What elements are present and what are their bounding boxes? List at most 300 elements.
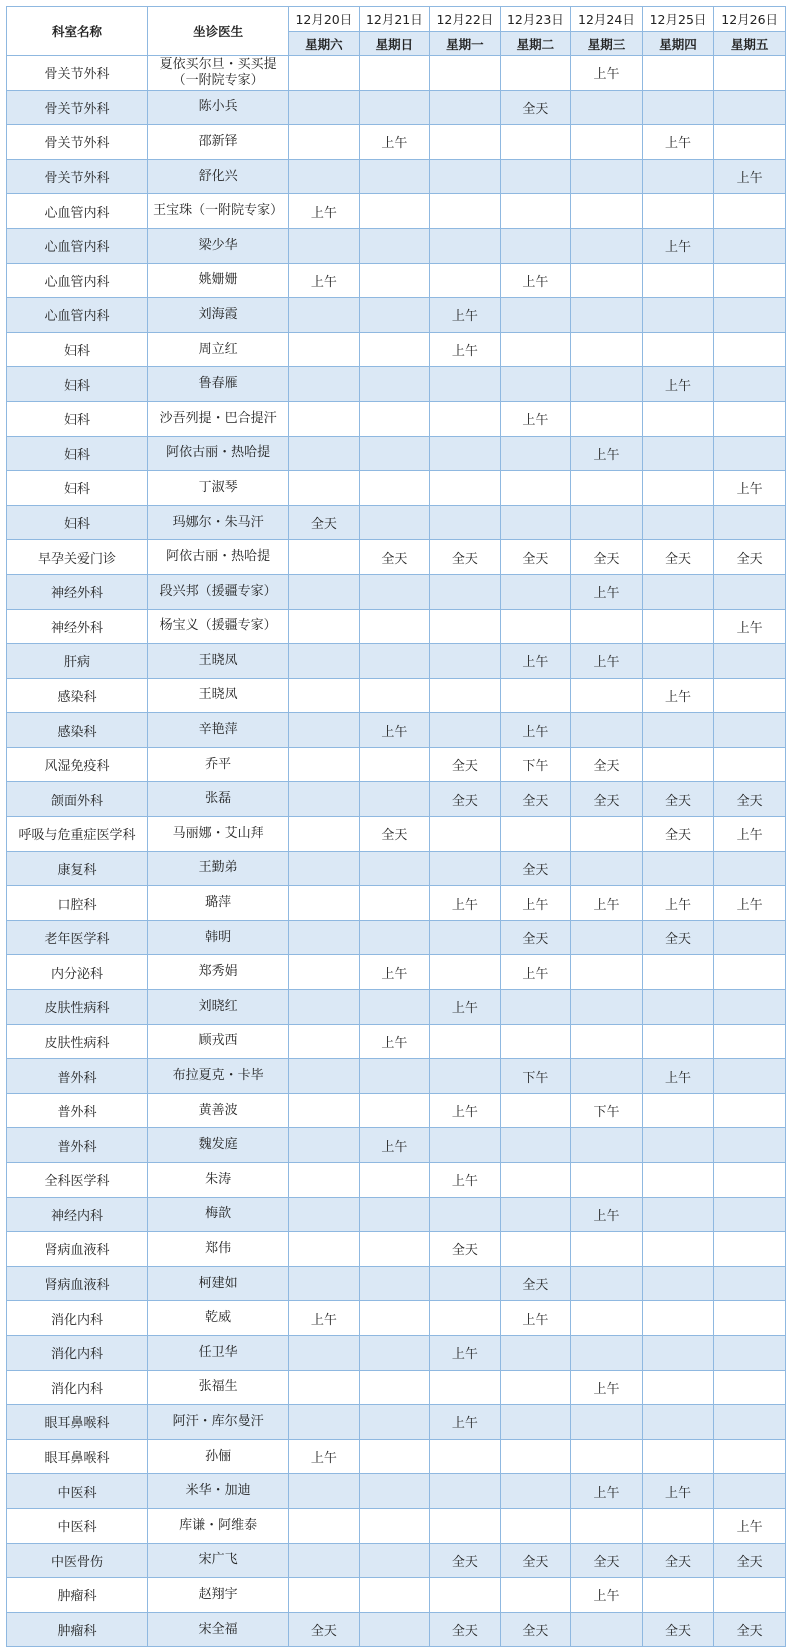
- schedule-cell: [359, 1612, 430, 1647]
- schedule-cell: [500, 228, 571, 263]
- schedule-cell: 全天: [430, 747, 501, 782]
- doctor-cell: 姚姗姗: [148, 263, 289, 298]
- dept-cell: 皮肤性病科: [7, 1024, 148, 1059]
- schedule-cell: [500, 1232, 571, 1267]
- dept-cell: 神经外科: [7, 574, 148, 609]
- schedule-cell: [642, 332, 714, 367]
- schedule-cell: [430, 713, 501, 748]
- table-row: [7, 1474, 786, 1509]
- schedule-cell: [714, 332, 786, 367]
- table-row: [7, 471, 786, 506]
- schedule-cell: [359, 1474, 430, 1509]
- dept-cell: 康复科: [7, 851, 148, 886]
- doctor-cell: 梁少华: [148, 228, 289, 263]
- doctor-cell: 阿汗・库尔曼汗: [148, 1405, 289, 1440]
- schedule-cell: [571, 1335, 643, 1370]
- doctor-cell: 辛艳萍: [148, 713, 289, 748]
- schedule-cell: [289, 471, 360, 506]
- schedule-cell: [500, 1405, 571, 1440]
- schedule-cell: [500, 1163, 571, 1198]
- table-row: [7, 90, 786, 125]
- doctor-cell: 鲁春雁: [148, 367, 289, 402]
- doctor-cell: 周立红: [148, 332, 289, 367]
- schedule-cell: [714, 990, 786, 1025]
- schedule-cell: [500, 436, 571, 471]
- doctor-cell: 韩明: [148, 920, 289, 955]
- table-row: [7, 1543, 786, 1578]
- doctor-cell: 张磊: [148, 782, 289, 817]
- dept-cell: 中医科: [7, 1474, 148, 1509]
- schedule-cell: [289, 886, 360, 921]
- schedule-cell: [359, 678, 430, 713]
- schedule-cell: [571, 367, 643, 402]
- schedule-cell: 上午: [571, 1578, 643, 1613]
- schedule-cell: 全天: [500, 1612, 571, 1647]
- doctor-cell: 米华・加迪: [148, 1474, 289, 1509]
- schedule-cell: [500, 1474, 571, 1509]
- schedule-cell: 全天: [642, 782, 714, 817]
- schedule-cell: [289, 228, 360, 263]
- schedule-cell: [714, 713, 786, 748]
- schedule-cell: [359, 471, 430, 506]
- table-row: [7, 990, 786, 1025]
- schedule-cell: [642, 505, 714, 540]
- schedule-cell: [714, 298, 786, 333]
- dept-cell: 眼耳鼻喉科: [7, 1439, 148, 1474]
- schedule-cell: [714, 678, 786, 713]
- schedule-cell: [642, 194, 714, 229]
- dept-cell: 中医骨伤: [7, 1543, 148, 1578]
- schedule-cell: [430, 436, 501, 471]
- schedule-cell: [714, 955, 786, 990]
- schedule-cell: [642, 1266, 714, 1301]
- schedule-cell: 全天: [359, 540, 430, 575]
- schedule-cell: [359, 159, 430, 194]
- dept-cell: 妇科: [7, 471, 148, 506]
- table-body: [7, 56, 786, 1647]
- dept-cell: 妇科: [7, 505, 148, 540]
- doctor-cell: 杨宝义（援疆专家）: [148, 609, 289, 644]
- doctor-cell: 王宝珠（一附院专家）: [148, 194, 289, 229]
- schedule-cell: 全天: [430, 1232, 501, 1267]
- table-row: [7, 505, 786, 540]
- doctor-cell: 刘海霞: [148, 298, 289, 333]
- schedule-cell: [642, 56, 714, 91]
- schedule-table: [6, 6, 786, 1647]
- schedule-cell: [430, 1197, 501, 1232]
- dept-cell: 骨关节外科: [7, 125, 148, 160]
- schedule-cell: 上午: [359, 713, 430, 748]
- doctor-cell: 郑秀娟: [148, 955, 289, 990]
- doctor-cell: 顾戎西: [148, 1024, 289, 1059]
- schedule-cell: 全天: [571, 1543, 643, 1578]
- schedule-cell: [359, 1578, 430, 1613]
- schedule-cell: [289, 1370, 360, 1405]
- dept-cell: 心血管内科: [7, 194, 148, 229]
- doctor-column-header: 坐诊医生: [148, 7, 289, 56]
- doctor-cell: 沙吾列提・巴合提汗: [148, 401, 289, 436]
- table-row: [7, 1301, 786, 1336]
- doctor-cell: 段兴邦（援疆专家）: [148, 574, 289, 609]
- schedule-cell: [714, 747, 786, 782]
- schedule-cell: [359, 574, 430, 609]
- weekday-header: 星期二: [500, 32, 571, 56]
- doctor-cell: 王勤弟: [148, 851, 289, 886]
- schedule-cell: 上午: [430, 990, 501, 1025]
- schedule-cell: [359, 747, 430, 782]
- schedule-cell: [500, 1578, 571, 1613]
- table-row: [7, 1266, 786, 1301]
- schedule-cell: [430, 90, 501, 125]
- dept-cell: 消化内科: [7, 1335, 148, 1370]
- schedule-cell: [714, 505, 786, 540]
- schedule-cell: [359, 920, 430, 955]
- schedule-cell: 全天: [642, 1543, 714, 1578]
- schedule-cell: [500, 1128, 571, 1163]
- dept-cell: 感染科: [7, 678, 148, 713]
- schedule-cell: 全天: [500, 920, 571, 955]
- schedule-cell: [500, 367, 571, 402]
- schedule-cell: 上午: [642, 678, 714, 713]
- schedule-cell: 全天: [642, 540, 714, 575]
- schedule-cell: 上午: [430, 1335, 501, 1370]
- schedule-cell: [571, 1059, 643, 1094]
- schedule-cell: [289, 1232, 360, 1267]
- schedule-cell: [359, 90, 430, 125]
- schedule-cell: [714, 1059, 786, 1094]
- schedule-cell: [714, 56, 786, 91]
- schedule-cell: [359, 228, 430, 263]
- doctor-cell: 库谦・阿维泰: [148, 1508, 289, 1543]
- schedule-cell: 上午: [359, 1128, 430, 1163]
- schedule-cell: [289, 56, 360, 91]
- schedule-cell: [714, 436, 786, 471]
- schedule-cell: 上午: [642, 886, 714, 921]
- doctor-cell: 阿依古丽・热哈提: [148, 436, 289, 471]
- schedule-cell: [430, 1024, 501, 1059]
- dept-cell: 普外科: [7, 1059, 148, 1094]
- table-row: [7, 1232, 786, 1267]
- schedule-cell: [642, 471, 714, 506]
- schedule-cell: [714, 194, 786, 229]
- dept-cell: 肾病血液科: [7, 1266, 148, 1301]
- schedule-cell: [430, 955, 501, 990]
- schedule-cell: [642, 159, 714, 194]
- schedule-cell: [714, 1578, 786, 1613]
- dept-cell: 老年医学科: [7, 920, 148, 955]
- doctor-cell: 舒化兴: [148, 159, 289, 194]
- schedule-cell: [289, 817, 360, 852]
- schedule-cell: [359, 851, 430, 886]
- schedule-cell: [430, 1508, 501, 1543]
- schedule-cell: [571, 1266, 643, 1301]
- schedule-cell: [642, 990, 714, 1025]
- schedule-cell: [571, 471, 643, 506]
- doctor-cell: 魏发庭: [148, 1128, 289, 1163]
- dept-cell: 普外科: [7, 1128, 148, 1163]
- schedule-cell: [714, 228, 786, 263]
- schedule-cell: [500, 505, 571, 540]
- schedule-cell: [571, 920, 643, 955]
- doctor-cell: 孙俪: [148, 1439, 289, 1474]
- doctor-cell: 梅歆: [148, 1197, 289, 1232]
- schedule-cell: [714, 1232, 786, 1267]
- schedule-cell: [289, 678, 360, 713]
- table-row: [7, 1508, 786, 1543]
- schedule-cell: [430, 644, 501, 679]
- schedule-cell: [642, 955, 714, 990]
- doctor-cell: 陈小兵: [148, 90, 289, 125]
- doctor-cell: 黄善波: [148, 1093, 289, 1128]
- schedule-cell: 全天: [289, 505, 360, 540]
- schedule-cell: 上午: [571, 886, 643, 921]
- dept-cell: 肿瘤科: [7, 1612, 148, 1647]
- doctor-cell: 王晓凤: [148, 644, 289, 679]
- doctor-cell: 郑伟: [148, 1232, 289, 1267]
- schedule-cell: [642, 1024, 714, 1059]
- weekday-header: 星期日: [359, 32, 430, 56]
- schedule-cell: [500, 56, 571, 91]
- schedule-cell: 全天: [642, 1612, 714, 1647]
- schedule-cell: [571, 1301, 643, 1336]
- schedule-cell: [714, 1405, 786, 1440]
- schedule-cell: 全天: [642, 817, 714, 852]
- schedule-cell: 上午: [642, 125, 714, 160]
- schedule-cell: [289, 540, 360, 575]
- schedule-cell: 上午: [571, 1197, 643, 1232]
- schedule-cell: [642, 1163, 714, 1198]
- dept-cell: 妇科: [7, 367, 148, 402]
- dept-cell: 心血管内科: [7, 298, 148, 333]
- schedule-cell: [359, 1335, 430, 1370]
- schedule-cell: [714, 851, 786, 886]
- doctor-cell: 阿依古丽・热哈提: [148, 540, 289, 575]
- schedule-cell: [642, 1405, 714, 1440]
- table-row: [7, 1093, 786, 1128]
- schedule-cell: [500, 125, 571, 160]
- schedule-cell: [571, 90, 643, 125]
- schedule-cell: [714, 644, 786, 679]
- schedule-cell: [430, 505, 501, 540]
- schedule-cell: [714, 920, 786, 955]
- schedule-cell: [714, 90, 786, 125]
- dept-cell: 眼耳鼻喉科: [7, 1405, 148, 1440]
- schedule-cell: [500, 1439, 571, 1474]
- schedule-cell: 上午: [571, 56, 643, 91]
- schedule-cell: [571, 159, 643, 194]
- doctor-cell: 璐萍: [148, 886, 289, 921]
- schedule-cell: [571, 1163, 643, 1198]
- schedule-cell: [714, 1024, 786, 1059]
- schedule-cell: [430, 263, 501, 298]
- schedule-cell: 上午: [642, 1059, 714, 1094]
- table-row: [7, 540, 786, 575]
- doctor-cell: 任卫华: [148, 1335, 289, 1370]
- schedule-cell: [359, 1059, 430, 1094]
- schedule-cell: [289, 747, 360, 782]
- schedule-cell: [430, 817, 501, 852]
- schedule-cell: [359, 1266, 430, 1301]
- schedule-cell: [289, 401, 360, 436]
- schedule-cell: 全天: [500, 1543, 571, 1578]
- schedule-cell: [642, 1197, 714, 1232]
- schedule-cell: [642, 1128, 714, 1163]
- schedule-cell: [500, 1093, 571, 1128]
- schedule-cell: [500, 609, 571, 644]
- schedule-cell: [430, 1439, 501, 1474]
- schedule-cell: [571, 851, 643, 886]
- schedule-cell: 上午: [500, 955, 571, 990]
- date-header: 12月24日: [571, 7, 643, 32]
- schedule-cell: [714, 1266, 786, 1301]
- schedule-cell: 上午: [500, 713, 571, 748]
- schedule-cell: 全天: [500, 1266, 571, 1301]
- schedule-cell: [430, 1128, 501, 1163]
- schedule-cell: [642, 851, 714, 886]
- schedule-cell: 全天: [571, 747, 643, 782]
- schedule-cell: [714, 574, 786, 609]
- schedule-cell: [500, 1508, 571, 1543]
- dept-cell: 内分泌科: [7, 955, 148, 990]
- schedule-cell: [500, 194, 571, 229]
- schedule-cell: [289, 1474, 360, 1509]
- schedule-cell: [289, 1266, 360, 1301]
- schedule-cell: 全天: [571, 540, 643, 575]
- schedule-cell: [430, 1578, 501, 1613]
- schedule-cell: [500, 1197, 571, 1232]
- dept-cell: 全科医学科: [7, 1163, 148, 1198]
- table-row: [7, 574, 786, 609]
- doctor-cell: 布拉夏克・卡毕: [148, 1059, 289, 1094]
- table-row: [7, 1335, 786, 1370]
- schedule-cell: 上午: [571, 644, 643, 679]
- schedule-cell: [289, 1508, 360, 1543]
- schedule-cell: [289, 644, 360, 679]
- date-header: 12月21日: [359, 7, 430, 32]
- schedule-cell: [359, 1543, 430, 1578]
- schedule-cell: 全天: [500, 851, 571, 886]
- schedule-cell: [289, 436, 360, 471]
- table-row: [7, 1197, 786, 1232]
- schedule-cell: [714, 401, 786, 436]
- dept-cell: 肾病血液科: [7, 1232, 148, 1267]
- schedule-cell: 上午: [289, 1439, 360, 1474]
- schedule-cell: 上午: [500, 886, 571, 921]
- schedule-cell: [359, 194, 430, 229]
- dept-cell: 皮肤性病科: [7, 990, 148, 1025]
- table-row: [7, 817, 786, 852]
- table-row: [7, 56, 786, 91]
- schedule-cell: 上午: [571, 574, 643, 609]
- doctor-cell: 邵新铎: [148, 125, 289, 160]
- schedule-cell: [430, 1474, 501, 1509]
- date-header: 12月20日: [289, 7, 360, 32]
- schedule-cell: 全天: [500, 540, 571, 575]
- schedule-cell: [571, 1439, 643, 1474]
- schedule-cell: [289, 713, 360, 748]
- doctor-cell: 宋广飞: [148, 1543, 289, 1578]
- schedule-cell: 上午: [642, 367, 714, 402]
- schedule-cell: [500, 471, 571, 506]
- schedule-cell: [500, 159, 571, 194]
- table-row: [7, 1405, 786, 1440]
- dept-cell: 肝病: [7, 644, 148, 679]
- doctor-cell: 王晓凤: [148, 678, 289, 713]
- schedule-cell: [500, 990, 571, 1025]
- dept-cell: 骨关节外科: [7, 56, 148, 91]
- schedule-cell: [714, 263, 786, 298]
- dept-cell: 骨关节外科: [7, 90, 148, 125]
- table-row: [7, 713, 786, 748]
- schedule-cell: [571, 401, 643, 436]
- schedule-cell: 全天: [714, 1612, 786, 1647]
- schedule-cell: [571, 125, 643, 160]
- schedule-cell: 全天: [500, 90, 571, 125]
- schedule-cell: 全天: [714, 782, 786, 817]
- schedule-cell: [571, 1508, 643, 1543]
- schedule-cell: [714, 1163, 786, 1198]
- schedule-cell: [430, 1370, 501, 1405]
- schedule-cell: [289, 920, 360, 955]
- schedule-cell: [500, 1024, 571, 1059]
- schedule-cell: 上午: [430, 298, 501, 333]
- schedule-cell: [430, 609, 501, 644]
- schedule-cell: [289, 574, 360, 609]
- date-header: 12月25日: [642, 7, 714, 32]
- schedule-cell: [359, 436, 430, 471]
- weekday-header: 星期六: [289, 32, 360, 56]
- table-row: [7, 125, 786, 160]
- schedule-cell: [642, 574, 714, 609]
- schedule-cell: 上午: [714, 886, 786, 921]
- weekday-header: 星期四: [642, 32, 714, 56]
- schedule-cell: [714, 1197, 786, 1232]
- schedule-cell: [430, 401, 501, 436]
- dept-cell: 神经内科: [7, 1197, 148, 1232]
- schedule-cell: [430, 228, 501, 263]
- schedule-cell: [714, 125, 786, 160]
- schedule-cell: 全天: [289, 1612, 360, 1647]
- schedule-cell: 上午: [359, 955, 430, 990]
- schedule-cell: [359, 401, 430, 436]
- table-row: [7, 367, 786, 402]
- schedule-cell: [289, 90, 360, 125]
- schedule-cell: [642, 298, 714, 333]
- schedule-cell: [571, 1405, 643, 1440]
- schedule-cell: 上午: [500, 1301, 571, 1336]
- schedule-cell: [571, 609, 643, 644]
- schedule-cell: [430, 367, 501, 402]
- doctor-cell: 张福生: [148, 1370, 289, 1405]
- schedule-cell: 上午: [289, 263, 360, 298]
- schedule-cell: [430, 471, 501, 506]
- table-header: [7, 7, 786, 56]
- schedule-cell: 全天: [430, 1612, 501, 1647]
- schedule-cell: [642, 1301, 714, 1336]
- table-row: [7, 747, 786, 782]
- schedule-cell: [571, 1612, 643, 1647]
- table-row: [7, 401, 786, 436]
- schedule-cell: 上午: [642, 228, 714, 263]
- schedule-cell: [289, 367, 360, 402]
- schedule-cell: [359, 1439, 430, 1474]
- dept-cell: 消化内科: [7, 1301, 148, 1336]
- schedule-cell: [500, 298, 571, 333]
- schedule-cell: 全天: [571, 782, 643, 817]
- schedule-cell: [642, 1093, 714, 1128]
- doctor-cell: 夏依买尔旦・买买提（一附院专家）: [148, 56, 289, 91]
- schedule-cell: [714, 1474, 786, 1509]
